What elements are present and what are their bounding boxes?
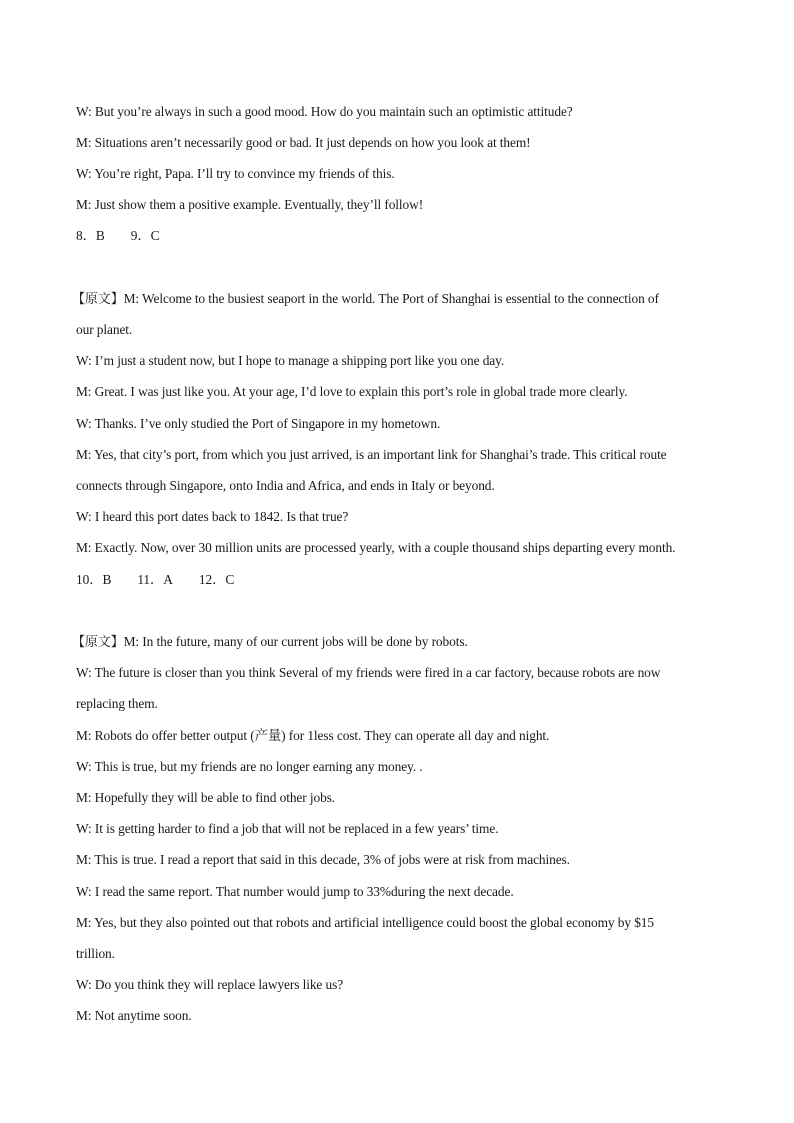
- dialogue-line: M: Yes, but they also pointed out that robots and artificial intelligence could boost the global economy by $15: [76, 915, 654, 930]
- answer-item: 8．B: [76, 228, 105, 243]
- dialogue-line: W: This is true, but my friends are no longer earning any money. .: [76, 759, 423, 774]
- dialogue-line: W: I’m just a student now, but I hope to manage a shipping port like you one day.: [76, 353, 505, 368]
- dialogue-line: our planet.: [76, 322, 133, 337]
- dialogue-text: M: In the future, many of our current jobs will be done by robots.: [123, 634, 468, 649]
- dialogue-line: M: Not anytime soon.: [76, 1008, 192, 1023]
- answer-line: [76, 572, 726, 588]
- dialogue-line: M: Situations aren’t necessarily good or bad. It just depends on how you look at them!: [76, 135, 531, 150]
- dialogue-line: trillion.: [76, 946, 115, 961]
- dialogue-line: M: Robots do offer better output (产量) for 1less cost. They can operate all day and night.: [76, 728, 550, 743]
- dialogue-line: W: It is getting harder to find a job that will not be replaced in a few years’ time.: [76, 821, 499, 836]
- dialogue-line: W: I heard this port dates back to 1842. Is that true?: [76, 509, 349, 524]
- dialogue-line: W: You’re right, Papa. I’ll try to convince my friends of this.: [76, 166, 395, 181]
- dialogue-line: M: Great. I was just like you. At your age, I’d love to explain this port’s role in global trade more clearly.: [76, 384, 628, 399]
- dialogue-line: W: The future is closer than you think Several of my friends were fired in a car factory, because robots are now: [76, 665, 661, 680]
- answer-item: 11．A: [137, 572, 173, 587]
- answer-item: 12．C: [198, 572, 235, 587]
- answer-item: 10．B: [76, 572, 112, 587]
- dialogue-line: W: But you’re always in such a good mood. How do you maintain such an optimistic attitude?: [76, 104, 573, 119]
- dialogue-line: [72, 291, 726, 308]
- dialogue-line: M: This is true. I read a report that said in this decade, 3% of jobs were at risk from machines.: [76, 852, 570, 867]
- dialogue-line: W: Thanks. I’ve only studied the Port of Singapore in my hometown.: [76, 416, 441, 431]
- dialogue-line: replacing them.: [76, 696, 158, 711]
- transcript-tag: 【原文】: [72, 292, 124, 307]
- dialogue-text: M: Welcome to the busiest seaport in the world. The Port of Shanghai is essential to the connection of: [123, 291, 659, 306]
- transcript-tag: 【原文】: [72, 635, 124, 650]
- dialogue-line: M: Just show them a positive example. Eventually, they’ll follow!: [76, 197, 424, 212]
- dialogue-line: W: I read the same report. That number would jump to 33%during the next decade.: [76, 884, 514, 899]
- dialogue-line: W: Do you think they will replace lawyers like us?: [76, 977, 344, 992]
- answer-item: 9．C: [130, 228, 160, 243]
- dialogue-line: connects through Singapore, onto India and Africa, and ends in Italy or beyond.: [76, 478, 495, 493]
- dialogue-line: M: Yes, that city’s port, from which you just arrived, is an important link for Shanghai’s trade. This critical route: [76, 447, 667, 462]
- dialogue-line: M: Hopefully they will be able to find other jobs.: [76, 790, 336, 805]
- dialogue-line: [72, 634, 726, 651]
- answer-line: [76, 228, 726, 244]
- dialogue-line: M: Exactly. Now, over 30 million units are processed yearly, with a couple thousand ships departing every month.: [76, 540, 676, 555]
